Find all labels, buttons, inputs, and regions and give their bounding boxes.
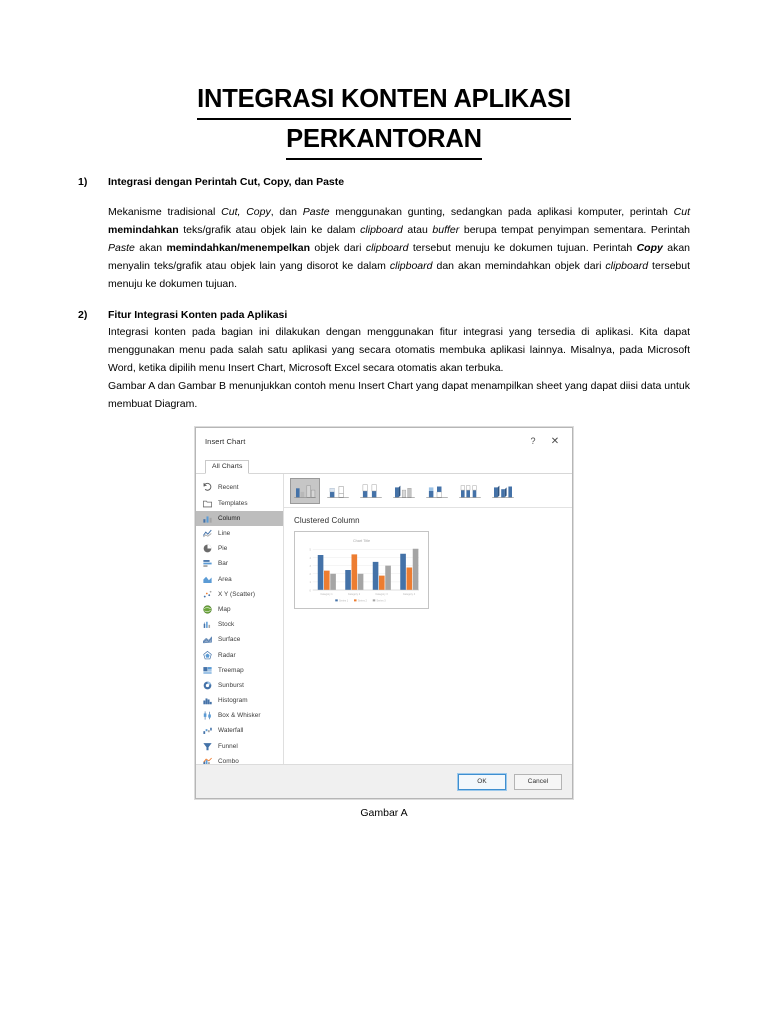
figure-caption: Gambar A [360, 807, 408, 820]
chart-type-item-bar[interactable] [196, 556, 283, 571]
chart-preview-panel [284, 474, 572, 764]
pie-icon [202, 543, 213, 554]
section-2-marker: 2) [78, 308, 88, 321]
bar-icon [202, 558, 213, 569]
line-icon [202, 528, 213, 539]
chart-type-label: Radar [218, 651, 236, 659]
help-icon[interactable]: ? [530, 436, 536, 447]
chart-type-item-surface[interactable] [196, 632, 283, 647]
scatter-icon [202, 589, 213, 600]
chart-type-item-stock[interactable] [196, 617, 283, 632]
chart-type-item-histogram[interactable] [196, 693, 283, 708]
chart-type-label: Area [218, 575, 232, 583]
chart-type-item-recent[interactable] [196, 480, 283, 495]
stacked-column-thumb-icon [326, 482, 350, 500]
dialog-footer [196, 764, 572, 798]
chart-subtype-3d-stacked-column[interactable] [422, 478, 452, 504]
chart-type-label: Funnel [218, 742, 238, 750]
chart-type-label: Pie [218, 545, 228, 553]
section-2 [78, 307, 690, 414]
preview-chart-name: Clustered Column [294, 516, 360, 526]
chart-type-item-line[interactable] [196, 526, 283, 541]
dialog-tab-strip [196, 454, 572, 474]
page-title [78, 82, 690, 160]
chart-type-label: X Y (Scatter) [218, 590, 255, 598]
bar-c3-s1 [373, 562, 379, 590]
section-2-paragraph-a: Integrasi konten pada bagian ini dilakukan dengan menggunakan fitur integrasi yang tersedia di aplikasi. Kita dapat menggunakan menu pada salah satu aplikasi yang secara otomatis membuka aplikasi lainnya. Misalnya, pada Microsoft Word, ketika dipilih menu Insert Chart, Microsoft Excel secara otomatis akan terbuka. [108, 326, 690, 375]
chart-type-label: Recent [218, 484, 239, 492]
chart-type-item-area[interactable] [196, 572, 283, 587]
section-1-paragraph: Mekanisme tradisional Cut, Copy, dan Paste menggunakan gunting, sedangkan pada aplikasi komputer, perintah Cut memindahkan teks/grafik atau objek lain ke dalam clipboard atau buffer berupa tempat penyimpan sementara. Perintah Paste akan memindahkan/menempelkan objek dari clipboard tersebut menuju ke dokumen tujuan. Perintah Copy akan menyalin teks/grafik atau objek lain yang disorot ke dalam clipboard dan akan memindahkan objek dari clipboard tersebut menuju ke dokumen tujuan. [108, 205, 691, 290]
chart-type-label: Waterfall [218, 727, 244, 735]
section-2-paragraph-b: Gambar A dan Gambar B menunjukkan contoh menu Insert Chart yang dapat menampilkan sheet yang dapat diisi data untuk membuat Diagram. [108, 380, 690, 411]
chart-subtype-3d-100-stacked-column[interactable] [455, 478, 485, 504]
preview-area [284, 508, 572, 764]
stock-icon [202, 619, 213, 630]
section-2-heading: Fitur Integrasi Konten pada Aplikasi [108, 308, 288, 321]
chart-type-item-templates[interactable] [196, 496, 283, 511]
sunburst-icon [202, 680, 213, 691]
chart-subtype-3d-clustered-column[interactable] [389, 478, 419, 504]
svg-text:4: 4 [309, 557, 311, 561]
chart-type-label: Sunburst [218, 681, 244, 689]
chart-type-item-box-whisker[interactable] [196, 708, 283, 723]
close-icon[interactable]: ✕ [550, 435, 560, 447]
chart-type-item-pie[interactable] [196, 541, 283, 556]
tab-all-charts[interactable]: All Charts [205, 460, 249, 474]
chart-type-label: Histogram [218, 697, 248, 705]
column-3d-clustered-thumb-icon [392, 482, 416, 500]
bar-c3-s3 [385, 566, 391, 590]
svg-text:Series 3: Series 3 [376, 599, 386, 603]
page-title-line-2: PERKANTORAN [286, 122, 482, 160]
bar-c2-s1 [345, 570, 351, 590]
radar-icon [202, 650, 213, 661]
chart-type-label: Box & Whisker [218, 712, 261, 720]
bar-c1-s3 [330, 574, 336, 590]
chart-type-item-map[interactable] [196, 602, 283, 617]
page-title-line-1: INTEGRASI KONTEN APLIKASI [197, 82, 571, 120]
chart-subtype-100-stacked-column[interactable] [356, 478, 386, 504]
chart-type-label: Column [218, 514, 241, 522]
chart-type-item-radar[interactable] [196, 647, 283, 662]
clustered-column-preview-chart [298, 535, 425, 605]
histogram-icon [202, 695, 213, 706]
box-whisker-icon [202, 710, 213, 721]
bar-c2-s3 [358, 574, 364, 590]
svg-text:Category 2: Category 2 [347, 593, 361, 597]
chart-type-label: Treemap [218, 666, 244, 674]
templates-icon [202, 498, 213, 509]
bar-c4-s1 [400, 554, 406, 590]
chart-subtype-clustered-column[interactable] [290, 478, 320, 504]
chart-subtype-3d-column[interactable] [488, 478, 518, 504]
chart-type-label: Stock [218, 621, 235, 629]
area-icon [202, 574, 213, 585]
column-3d-100-stacked-thumb-icon [458, 482, 482, 500]
dialog-body [196, 474, 572, 764]
ok-button[interactable]: OK [458, 774, 506, 790]
surface-icon [202, 634, 213, 645]
funnel-icon [202, 741, 213, 752]
recent-icon [202, 482, 213, 493]
section-1 [78, 174, 690, 293]
svg-text:3: 3 [309, 565, 311, 569]
cancel-button[interactable]: Cancel [514, 774, 562, 790]
svg-text:1: 1 [309, 581, 311, 585]
chart-type-item-funnel[interactable] [196, 739, 283, 754]
dialog-title: Insert Chart [205, 436, 246, 446]
insert-chart-dialog [195, 427, 573, 799]
chart-type-label: Surface [218, 636, 241, 644]
chart-type-item-scatter[interactable] [196, 587, 283, 602]
dialog-title-bar [196, 428, 572, 454]
column-3d-thumb-icon [491, 482, 515, 500]
section-1-heading: Integrasi dengan Perintah Cut, Copy, dan Paste [108, 176, 345, 189]
chart-type-label: Line [218, 530, 231, 538]
column-3d-stacked-thumb-icon [425, 482, 449, 500]
chart-type-label: Combo [218, 757, 239, 765]
chart-type-label: Bar [218, 560, 229, 568]
svg-text:Series 1: Series 1 [339, 599, 349, 603]
chart-type-label: Map [218, 605, 231, 613]
svg-text:Category 1: Category 1 [320, 593, 333, 597]
bar-c3-s2 [379, 576, 385, 590]
svg-text:2: 2 [309, 573, 311, 577]
svg-text:Category 4: Category 4 [402, 593, 416, 597]
chart-type-item-waterfall[interactable] [196, 723, 283, 738]
chart-type-item-treemap[interactable] [196, 663, 283, 678]
waterfall-icon [202, 725, 213, 736]
preview-chart-title: Chart Title [352, 539, 371, 544]
stacked-100-column-thumb-icon [359, 482, 383, 500]
svg-text:Series 2: Series 2 [357, 599, 367, 603]
map-icon [202, 604, 213, 615]
column-icon [202, 513, 213, 524]
svg-text:5: 5 [309, 549, 311, 552]
chart-type-item-column[interactable] [196, 511, 283, 526]
preview-chart-box [294, 531, 429, 609]
bar-c4-s2 [407, 568, 413, 591]
treemap-icon [202, 665, 213, 676]
svg-text:0: 0 [309, 589, 311, 593]
svg-text:Category 3: Category 3 [375, 593, 388, 597]
bar-c2-s2 [352, 555, 358, 591]
chart-type-label: Templates [218, 499, 248, 507]
bar-c1-s2 [324, 571, 330, 590]
figure-gambar-a [78, 427, 690, 819]
bar-c4-s3 [413, 549, 419, 590]
section-1-marker: 1) [78, 176, 88, 189]
chart-subtype-stacked-column[interactable] [323, 478, 353, 504]
chart-type-item-sunburst[interactable] [196, 678, 283, 693]
chart-type-list[interactable] [196, 474, 284, 764]
bar-c1-s1 [318, 555, 324, 590]
clustered-column-thumb-icon [293, 482, 317, 500]
chart-subtype-strip [284, 474, 572, 508]
